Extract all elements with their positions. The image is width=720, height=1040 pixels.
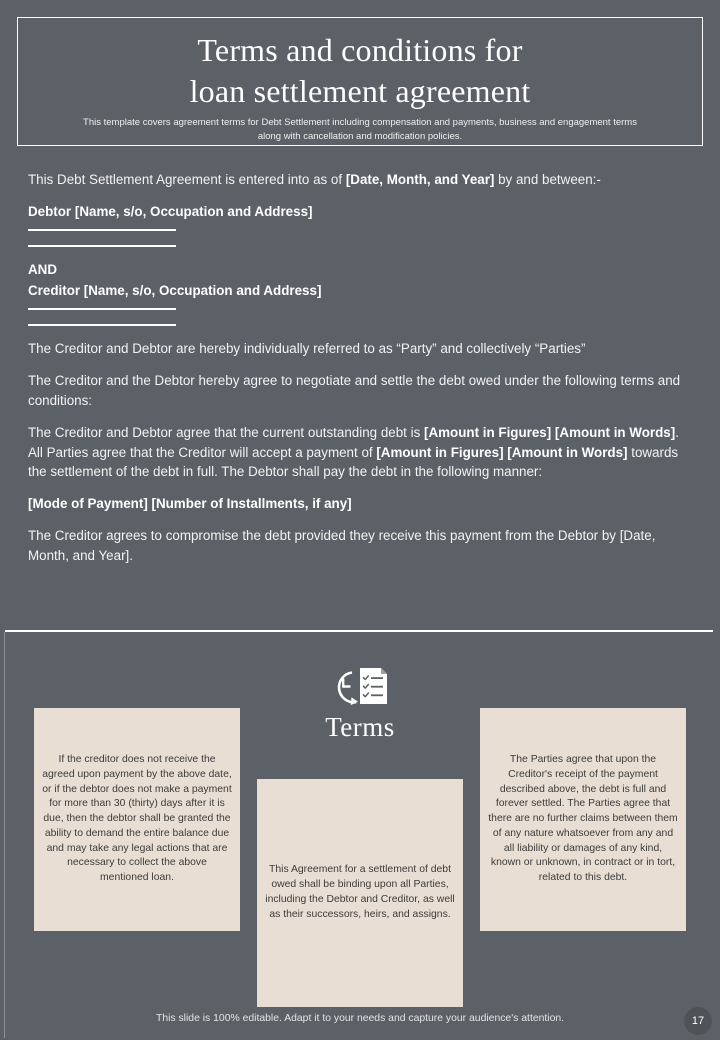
footer-note: This slide is 100% editable. Adapt it to your needs and capture your audience's attention. (155, 1013, 565, 1024)
compromise-paragraph: The Creditor agrees to compromise the debt provided they receive this payment from the Debtor by [Date, Month, and Year]. (28, 528, 656, 563)
intro-text-pre: This Debt Settlement Agreement is entered into as of (28, 172, 346, 187)
signature-rule (28, 245, 176, 247)
amount-placeholder-2: [Amount in Figures] [Amount in Words] (376, 444, 628, 460)
agreement-body (28, 170, 693, 578)
debt-text-3: towards the settlement of the debt in full. The Debtor shall pay the debt in the following manner: (28, 444, 679, 480)
terms-card-right (480, 708, 686, 931)
intro-date-placeholder: [Date, Month, and Year] (345, 172, 495, 187)
payment-mode-placeholder: [Mode of Payment] [Number of Installments, if any] (28, 496, 352, 512)
intro-paragraph (28, 170, 693, 190)
page-title-line-2: loan settlement agreement (189, 72, 531, 109)
debtor-signature-lines (28, 229, 693, 247)
clock-checklist-icon (327, 663, 393, 709)
amount-placeholder-1: [Amount in Figures] [Amount in Words] (424, 424, 676, 440)
terms-card-text: The Parties agree that upon the Creditor's receipt of the payment described above, the debt is full and forever settled. The Parties agree that there are no further claims between them of any nature whatsoever from any and all liability or damages of any kind, known or unknown, in contract or in tort, related to this debt. (488, 754, 678, 884)
signature-rule (28, 308, 176, 310)
and-label: AND (28, 261, 58, 277)
header-box (17, 17, 703, 146)
intro-text-post: by and between:- (494, 172, 601, 187)
debt-text-1: The Creditor and Debtor agree that the current outstanding debt is (28, 424, 425, 440)
terms-card-middle (257, 779, 463, 1007)
party-definition-paragraph: The Creditor and Debtor are hereby individually referred to as “Party” and collectively “Parties” (28, 341, 586, 357)
debtor-label: Debtor [Name, s/o, Occupation and Address] (28, 203, 313, 219)
page-title-line-1: Terms and conditions for (197, 32, 523, 68)
terms-label: Terms (325, 712, 395, 742)
creditor-label: Creditor [Name, s/o, Occupation and Address] (28, 283, 322, 299)
signature-rule (28, 229, 176, 231)
creditor-signature-lines (28, 308, 693, 326)
section-divider (5, 630, 713, 632)
page-subtitle: This template covers agreement terms for Debt Settlement including compensation and payments, business and engagement terms along with cancellation and modification policies. (83, 116, 637, 142)
page-number-badge: 17 (684, 1007, 712, 1035)
terms-card-text: If the creditor does not receive the agreed upon payment by the above date, or if the debtor does not make a payment for more than 30 (thirty) days after it is due, then the debtor shall be granted the ability to demand the entire balance due and may take any legal actions that are necessary to collect the above mentioned loan. (42, 754, 232, 884)
negotiate-paragraph: The Creditor and the Debtor hereby agree to negotiate and settle the debt owed under the following terms and conditions: (28, 373, 681, 408)
terms-card-text: This Agreement for a settlement of debt owed shall be binding upon all Parties, including the Debtor and Creditor, as well as their successors, heirs, and assigns. (265, 864, 455, 920)
debt-text-2: . All Parties agree that the Creditor will accept a payment of (28, 424, 679, 460)
terms-card-left (34, 708, 240, 931)
signature-rule (28, 324, 176, 326)
debt-amount-paragraph (28, 423, 693, 482)
